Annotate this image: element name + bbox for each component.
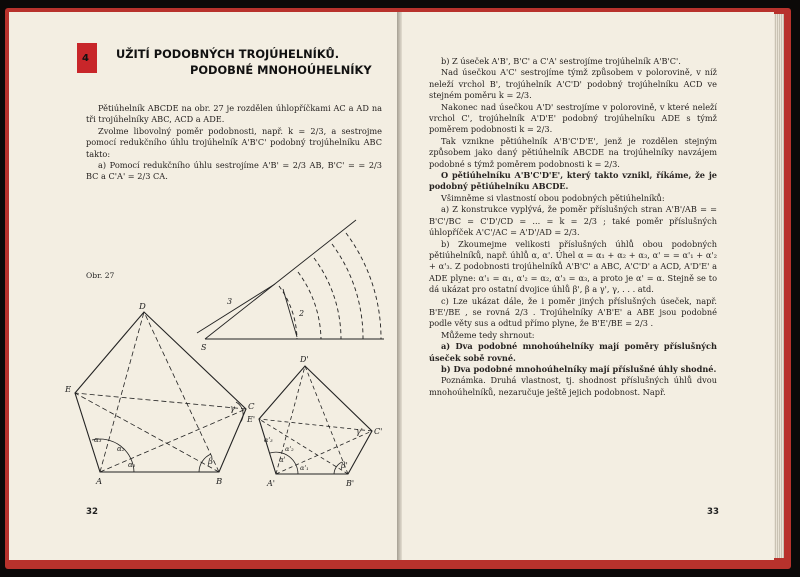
small-pentagon-outline [259,366,372,474]
paragraph: Všimněme si vlastností obou podobných pětiúhelníků: [441,192,665,203]
paragraph-bold: O pětiúhelníku A'B'C'D'E', který takto vznikl, říkáme, že je podobný pětiúhelníku ABCDE. [429,170,717,192]
paragraph: Nad úsečkou A'C' sestrojíme týmž způsobem v polorovině, v níž neleží vrchol B', trojúhelník A'C'D' podobný trojúhelníku ACD ve stejném poměru k = 2/3. [429,67,717,101]
right-page-text [429,56,717,398]
vertex-label-c: C [248,402,255,412]
arc-3 [314,258,341,339]
vertex-label-d-prime: D' [300,355,309,364]
paragraph-bold: a) Dva podobné mnohoúhelníky mají poměry příslušných úseček sobě rovné. [429,341,717,363]
angle-upper-ray [205,220,356,339]
paragraph: Zvolme libovolný poměr podobnosti, např. k = 2/3, a sestrojme pomocí redukčního úhlu trojúhelník A'B'C' podobný trojúhelníku ABC takto: [86,125,382,159]
paragraph: Pětiúhelník ABCDE na obr. 27 je rozdělen úhlopříčkami AC a AD na tři trojúhelníky ABC, ACD a ADE. [86,103,382,125]
vertex-label-s: S [201,343,207,352]
vertex-label-a: A [96,477,103,487]
arc-label: 2 [299,309,305,318]
left-page-number: 32 [86,507,98,517]
angle-label-alpha1: α₁ [128,461,136,469]
chord-mark [283,289,297,337]
angle-label-alpha3-prime: α'₃ [264,436,273,444]
vertex-label-e-prime: E' [247,415,256,424]
side-measure-mark [197,284,275,333]
angle-label-alpha1-prime: α'₁ [300,464,309,472]
pentagon-abcde [75,312,246,472]
angle-label-gamma: γ [230,404,236,414]
vertex-label-e: E [65,385,72,395]
diagonal-ce [75,393,246,409]
paragraph: Můžeme tedy shrnout: [441,329,535,340]
right-page-number: 33 [707,507,719,517]
angle-label-beta-prime: β' [341,461,348,470]
paragraph: a) Pomocí redukčního úhlu sestrojíme A'B' = 2/3 AB, B'C' = = 2/3 BC a C'A' = 2/3 CA. [86,160,382,182]
diagonal-ac [100,409,246,472]
vertex-label-a-prime: A' [267,479,275,488]
paragraph: b) Z úseček A'B', B'C' a C'A' sestrojíme trojúhelník A'B'C'. [441,56,681,66]
figure-label: Obr. 27 [86,271,115,280]
vertex-label-b: B [216,477,223,487]
paragraph: a) Z konstrukce vyplývá, že poměr příslušných stran A'B'/AB = = B'C'/BC = C'D'/CD = ... = k = 2/3 ; také poměr příslušných úhlopříček A'C'/AC = A'D'/AD = 2/3. [429,204,717,238]
vertex-label-c-prime: C' [374,427,383,436]
paragraph: b) Zkoumejme velikosti příslušných úhlů obou podobných pětiúhelníků, např. úhlů α, α'. Úhel α = α₁ + α₂ + α₃, α' = = α'₁ + α'₂ + α'₃. Z podobnosti trojúhelníků A'B'C' a ABC, A'C'D' a ACD, A'D'E' a ADE plyne: α'₁ = α₁, α'₂ = α₂, α'₃ = α₃, a proto je α' = α. Stejně se to dá ukázat pro ostatní dvojice úhlů β', β a γ', γ, . . . atd. [429,238,717,295]
chapter-title-line1: UŽITÍ PODOBNÝCH TROJÚHELNÍKŮ. [116,47,340,61]
side-label: 3 [227,297,233,306]
paragraph-bold: b) Dva podobné mnohoúhelníky mají příslušné úhly shodné. [441,363,717,374]
pentagon-small [259,366,372,474]
arc-2 [298,272,321,339]
angle-label-alpha2-prime: α'₂ [285,445,294,453]
vertex-label-d: D [139,302,146,312]
angle-label-alpha-prime: α' [279,456,286,464]
paragraph: Nakonec nad úsečkou A'D' sestrojíme v polorovině, v které neleží vrchol C', trojúhelník A'D'E' podobný trojúhelníku ADE s týmž poměrem podobnosti k = 2/3. [429,101,717,135]
arc-1 [279,286,297,339]
vertex-label-b-prime: B' [346,479,355,488]
chapter-number: 4 [82,53,89,64]
reduction-angle-labels [201,297,304,352]
arc-5 [346,233,381,339]
chapter-title-line2: PODOBNÉ MNOHOÚHELNÍKY [190,63,372,77]
arc-4 [332,244,363,339]
angle-label-alpha3: α₃ [94,436,102,444]
angle-label-beta: β [208,457,213,467]
paragraph: c) Lze ukázat dále, že i poměr jiných příslušných úseček, např. B'E'/BE , se rovná 2/3 . Trojúhelníky A'B'E' a ABE jsou podobné podle věty sus a odtud přímo plyne, že B'E'/BE = 2/3 . [429,295,717,329]
paragraph: Tak vznikne pětiúhelník A'B'C'D'E', jenž je rozdělen stejným způsobem jako daný pětiúhelník ABCDE na trojúhelníky navzájem podobné s týmž poměrem podobnosti k = 2/3. [429,135,717,169]
reduction-angle [197,220,384,339]
angle-label-alpha2: α₂ [117,445,125,453]
paragraph: Poznámka. Druhá vlastnost, tj. shodnost příslušných úhlů dvou mnohoúhelníků, nezaručuje ještě jejich podobnost. Např. [429,375,717,397]
pentagon-outline [75,312,246,472]
angle-label-gamma-prime: γ' [356,427,363,436]
